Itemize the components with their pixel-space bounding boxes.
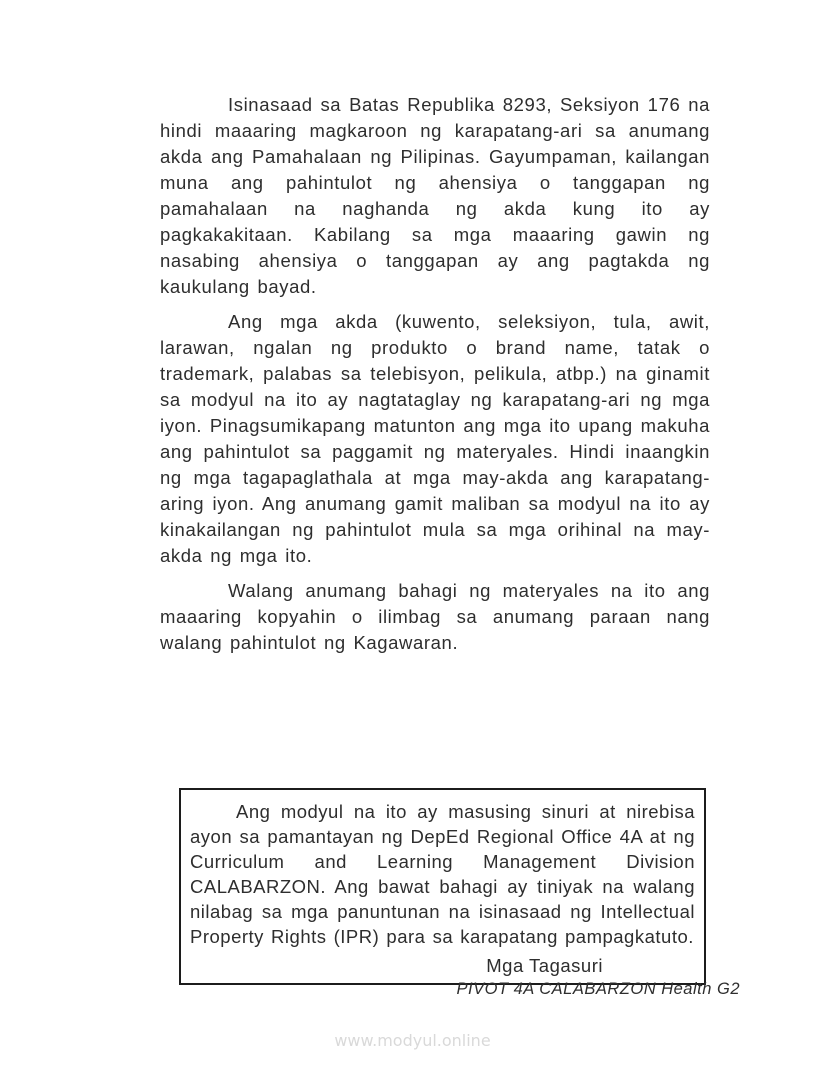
reviewer-note-text: Ang modyul na ito ay masusing sinuri at nirebisa ayon sa pamantayan ng DepEd Regional Office 4A at ng Curriculum and Learning Management Division CALABARZON. Ang bawat bahagi ay tiniyak na walang nilabag sa mga panuntunan na isinasaad ng Intellectual Property Rights (IPR) para sa karapatang pampagkatuto. — [190, 801, 695, 947]
module-footer-label: PIVOT 4A CALABARZON Health G2 — [456, 980, 740, 998]
reviewer-note-box — [179, 788, 706, 985]
watermark-text: www.modyul.online — [334, 1031, 491, 1050]
paragraph-borrowed-works-disclaimer: Ang mga akda (kuwento, seleksiyon, tula, awit, larawan, ngalan ng produkto o brand name, tatak o trademark, palabas sa telebisyon, pelikula, atbp.) na ginamit sa modyul na ito ay nagtataglay ng karapatang-ari ng mga iyon. Pinagsumikapang matunton ang mga ito upang makuha ang pahintulot sa paggamit ng materyales. Hindi inaangkin ng mga tagapaglathala at mga may-akda ang karapatang-aring iyon. Ang anumang gamit maliban sa modyul na ito ay kinakailangan ng pahintulot mula sa mga orihinal na may-akda ng mga ito. — [160, 311, 710, 566]
paragraph-no-reproduction: Walang anumang bahagi ng materyales na ito ang maaaring kopyahin o ilimbag sa anumang paraan nang walang pahintulot ng Kagawaran. — [160, 580, 710, 653]
copyright-notice-section — [160, 92, 710, 665]
reviewer-signoff: Mga Tagasuri — [486, 955, 603, 976]
paragraph-republic-act-8293: Isinasaad sa Batas Republika 8293, Seksiyon 176 na hindi maaaring magkaroon ng karapatang-ari sa anumang akda ang Pamahalaan ng Pilipinas. Gayumpaman, kailangan muna ang pahintulot ng ahensiya o tanggapan ng pamahalaan na naghanda ng akda kung ito ay pagkakakitaan. Kabilang sa mga maaaring gawin ng nasabing ahensiya o tanggapan ay ang pagtakda ng kaukulang bayad. — [160, 94, 710, 297]
